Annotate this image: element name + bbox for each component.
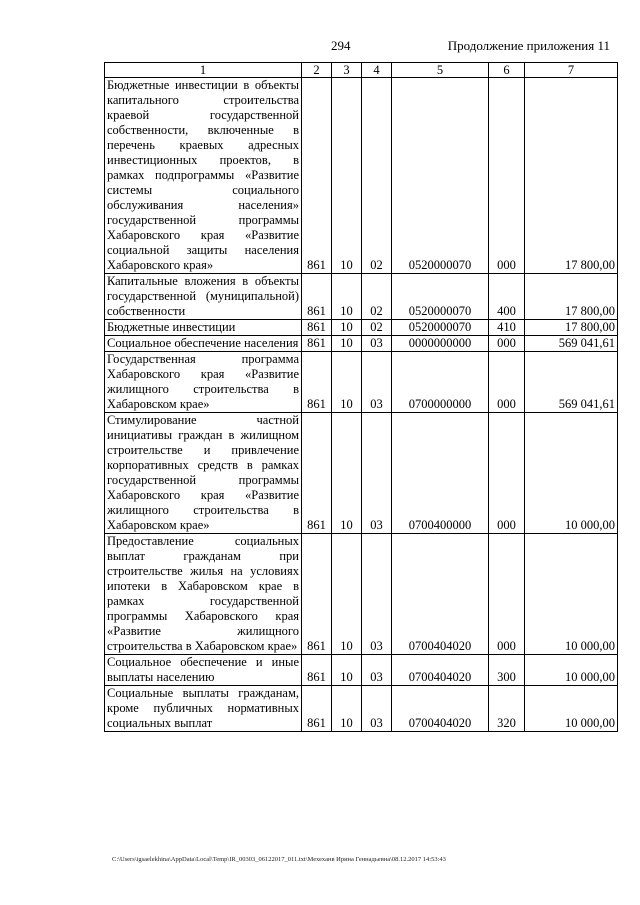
cell-expense-type: 400 bbox=[489, 274, 525, 320]
cell-ministry: 861 bbox=[302, 78, 332, 274]
column-number: 5 bbox=[392, 63, 489, 78]
cell-ministry: 861 bbox=[302, 534, 332, 655]
cell-amount: 17 800,00 bbox=[525, 274, 618, 320]
cell-subsection: 03 bbox=[362, 336, 392, 352]
cell-subsection: 03 bbox=[362, 655, 392, 686]
row-name: Социальное обеспечение населения bbox=[105, 336, 302, 352]
cell-amount: 569 041,61 bbox=[525, 352, 618, 413]
cell-target-article: 0700404020 bbox=[392, 534, 489, 655]
cell-section: 10 bbox=[332, 655, 362, 686]
cell-ministry: 861 bbox=[302, 413, 332, 534]
cell-ministry: 861 bbox=[302, 336, 332, 352]
cell-amount: 17 800,00 bbox=[525, 320, 618, 336]
cell-expense-type: 000 bbox=[489, 413, 525, 534]
table-row bbox=[105, 352, 618, 413]
row-name: Предоставление социальных выплат гражданам при строительстве жилья на условиях ипотеки в Хабаровском крае в рамках государственной программы Хабаровского края «Развитие жилищного строительства в Хабаровском крае» bbox=[105, 534, 302, 655]
cell-amount: 10 000,00 bbox=[525, 413, 618, 534]
column-number-row bbox=[105, 63, 618, 78]
cell-expense-type: 000 bbox=[489, 534, 525, 655]
cell-ministry: 861 bbox=[302, 320, 332, 336]
table-row bbox=[105, 274, 618, 320]
cell-expense-type: 300 bbox=[489, 655, 525, 686]
budget-table bbox=[104, 62, 618, 732]
cell-expense-type: 000 bbox=[489, 336, 525, 352]
cell-section: 10 bbox=[332, 274, 362, 320]
cell-section: 10 bbox=[332, 78, 362, 274]
table-row bbox=[105, 534, 618, 655]
table-row bbox=[105, 655, 618, 686]
cell-amount: 10 000,00 bbox=[525, 686, 618, 732]
running-head: Продолжение приложения 11 bbox=[447, 38, 610, 53]
footer-file-path: C:\Users\igsaelekhina\AppData\Local\Temp\IR_00303_06122017_011.txt\Мехеханв Ирина Геннадьевна\08.12.2017 14:53:43 bbox=[112, 856, 446, 863]
row-name: Социальное обеспечение и иные выплаты населению bbox=[105, 655, 302, 686]
cell-amount: 569 041,61 bbox=[525, 336, 618, 352]
row-name: Социальные выплаты гражданам, кроме публичных нормативных социальных выплат bbox=[105, 686, 302, 732]
cell-section: 10 bbox=[332, 413, 362, 534]
table-row bbox=[105, 686, 618, 732]
column-number: 6 bbox=[489, 63, 525, 78]
cell-ministry: 861 bbox=[302, 352, 332, 413]
row-name: Капитальные вложения в объекты государственной (муниципальной) собственности bbox=[105, 274, 302, 320]
column-number: 2 bbox=[302, 63, 332, 78]
cell-subsection: 03 bbox=[362, 534, 392, 655]
cell-section: 10 bbox=[332, 320, 362, 336]
cell-amount: 17 800,00 bbox=[525, 78, 618, 274]
cell-target-article: 0700404020 bbox=[392, 686, 489, 732]
column-number: 4 bbox=[362, 63, 392, 78]
cell-target-article: 0700400000 bbox=[392, 413, 489, 534]
column-number: 7 bbox=[525, 63, 618, 78]
cell-target-article: 0700404020 bbox=[392, 655, 489, 686]
column-number: 3 bbox=[332, 63, 362, 78]
cell-subsection: 02 bbox=[362, 320, 392, 336]
table-row bbox=[105, 336, 618, 352]
cell-section: 10 bbox=[332, 686, 362, 732]
cell-subsection: 02 bbox=[362, 78, 392, 274]
cell-expense-type: 320 bbox=[489, 686, 525, 732]
row-name: Стимулирование частной инициативы граждан в жилищном строительстве и привлечение корпоративных средств в рамках государственной программы Хабаровского края «Развитие жилищного строительства в Хабаровском крае» bbox=[105, 413, 302, 534]
column-number: 1 bbox=[105, 63, 302, 78]
cell-subsection: 03 bbox=[362, 413, 392, 534]
cell-target-article: 0000000000 bbox=[392, 336, 489, 352]
row-name: Бюджетные инвестиции bbox=[105, 320, 302, 336]
page-number: 294 bbox=[331, 38, 351, 53]
cell-subsection: 03 bbox=[362, 352, 392, 413]
row-name: Бюджетные инвестиции в объекты капитального строительства краевой государственной собственности, включенные в перечень краевых адресных инвестиционных проектов, в рамках подпрограммы «Развитие системы социального обслуживания населения» государственной программы Хабаровского края «Развитие социальной защиты населения Хабаровского края» bbox=[105, 78, 302, 274]
cell-subsection: 03 bbox=[362, 686, 392, 732]
cell-target-article: 0520000070 bbox=[392, 274, 489, 320]
cell-target-article: 0700000000 bbox=[392, 352, 489, 413]
cell-target-article: 0520000070 bbox=[392, 320, 489, 336]
cell-target-article: 0520000070 bbox=[392, 78, 489, 274]
table-row bbox=[105, 78, 618, 274]
cell-section: 10 bbox=[332, 352, 362, 413]
table-row bbox=[105, 320, 618, 336]
cell-amount: 10 000,00 bbox=[525, 655, 618, 686]
cell-subsection: 02 bbox=[362, 274, 392, 320]
cell-ministry: 861 bbox=[302, 686, 332, 732]
cell-expense-type: 000 bbox=[489, 352, 525, 413]
cell-expense-type: 000 bbox=[489, 78, 525, 274]
cell-amount: 10 000,00 bbox=[525, 534, 618, 655]
cell-ministry: 861 bbox=[302, 274, 332, 320]
cell-expense-type: 410 bbox=[489, 320, 525, 336]
cell-section: 10 bbox=[332, 534, 362, 655]
row-name: Государственная программа Хабаровского края «Развитие жилищного строительства в Хабаровском крае» bbox=[105, 352, 302, 413]
cell-ministry: 861 bbox=[302, 655, 332, 686]
table-row bbox=[105, 413, 618, 534]
cell-section: 10 bbox=[332, 336, 362, 352]
